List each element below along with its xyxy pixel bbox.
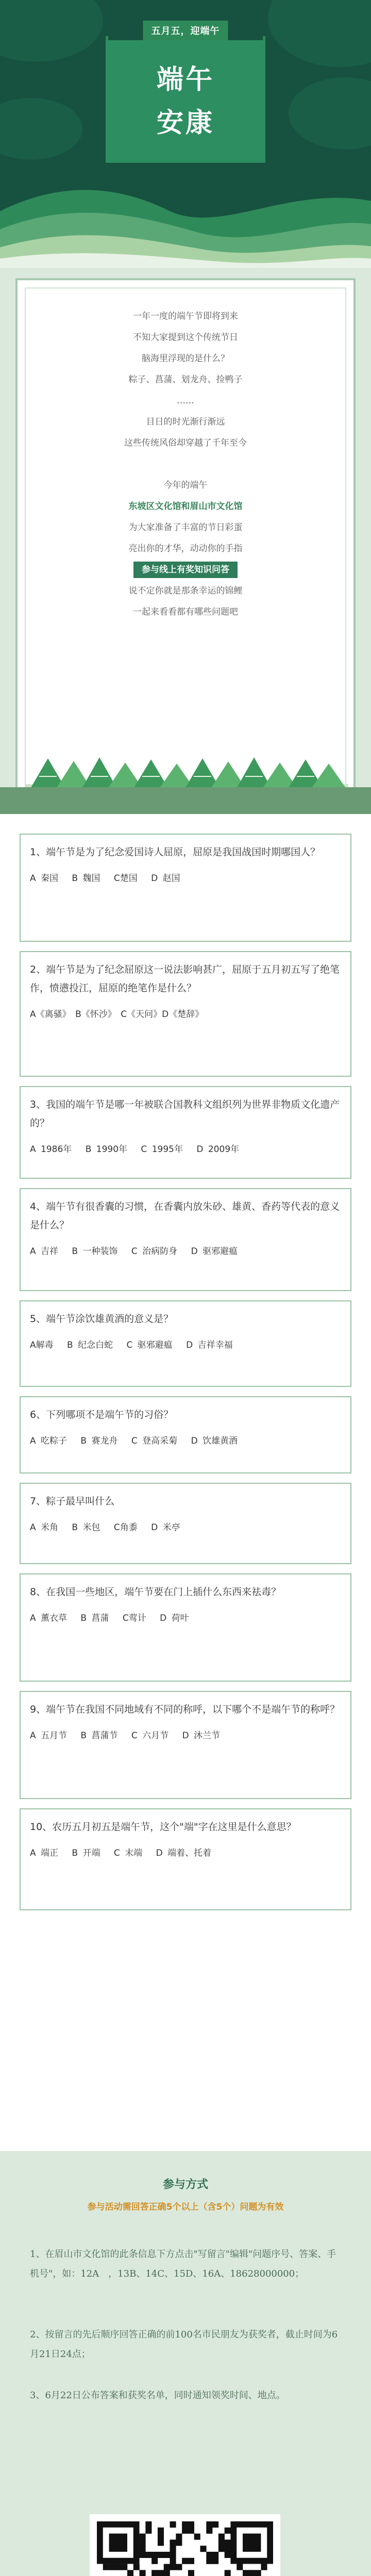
question-card <box>20 1086 351 1179</box>
intro-line: 目日的时光渐行渐远 <box>146 417 225 427</box>
question-title: 1、端午节是为了纪念爱国诗人屈原，屈原是我国战国时期哪国人？ <box>30 846 321 858</box>
question-title: 3、我国的端午节是哪一年被联合国教科文组织列为世界非物质文化遗产的？ <box>30 1099 340 1129</box>
hills-illustration <box>0 124 371 278</box>
qr-code-image <box>90 2514 280 2576</box>
step-2: 2、按留言的先后顺序回答正确的前100名市民朋友为获奖者，截止时间为6月21日24点； <box>30 2329 338 2360</box>
divider-strip <box>0 787 371 814</box>
question-options: A 吃粽子 B 赛龙舟 C 登高采菊 D 饮雄黄酒 <box>30 1436 238 1446</box>
question-title: 5、端午节涂饮雄黄酒的意义是？ <box>30 1313 174 1325</box>
question-card <box>20 834 351 942</box>
participation-heading: 参与方式 <box>162 2178 208 2191</box>
qr-code[interactable] <box>90 2514 280 2576</box>
title-line2: 安康 <box>156 107 214 139</box>
quiz-section <box>0 814 371 1910</box>
question-title: 6、下列哪项不是端午节的习俗？ <box>30 1409 174 1420</box>
question-options: A 端正 B 开端 C 末端 D 端着、托着 <box>30 1848 212 1858</box>
intro-section <box>0 278 371 814</box>
question-card <box>20 1483 351 1564</box>
intro-line: 脑海里浮现的是什么？ <box>142 353 229 364</box>
intro-line: 一年一度的端午节即将到来 <box>133 311 238 321</box>
step-1: 1、在眉山市文化馆的此条信息下方点击"写留言"编辑"问题序号、答案、手机号"，如：12A ，13B、14C、15D、16A、18628000000； <box>30 2249 336 2279</box>
question-card <box>20 1396 351 1473</box>
question-card <box>20 1573 351 1682</box>
intro-line: 今年的端午 <box>163 480 208 490</box>
question-card <box>20 1808 351 1910</box>
question-title: 9、端午节在我国不同地域有不同的称呼，以下哪个不是端午节的称呼？ <box>30 1704 340 1715</box>
title-line1: 端午 <box>156 64 214 95</box>
festival-tag: 五月五，迎端午 <box>143 21 228 40</box>
question-options: A《离骚》 B《怀沙》 C《天问》D《楚辞》 <box>30 1009 204 1020</box>
question-title: 8、在我国一些地区，端午节要在门上插什么东西来祛毒？ <box>30 1586 281 1598</box>
intro-line: 这些传统风俗却穿越了千年至今 <box>124 438 247 448</box>
intro-line: 说不定你就是那条幸运的锦鲤 <box>128 586 243 596</box>
intro-line: 一起来看看都有哪些问题吧 <box>133 607 238 617</box>
question-options: A 薰衣草 B 菖蒲 C莺计 D 荷叶 <box>30 1613 189 1623</box>
question-card <box>20 1188 351 1291</box>
question-card <box>20 1691 351 1799</box>
intro-line: 为大家准备了丰富的节日彩蛋 <box>128 522 243 533</box>
participation-rule: 参与活动需回答正确5个以上（含5个）问题为有效 <box>87 2202 284 2212</box>
intro-line: …… <box>177 396 194 406</box>
question-title: 2、端午节是为了纪念屈原这一说法影响甚广，屈原于五月初五写了绝笔作，愤懑投江，屈原的绝笔作是什么？ <box>30 964 340 994</box>
question-options: A解毒 B 纪念白蛇 C 驱邪避瘟 D 吉祥幸福 <box>30 1340 233 1350</box>
organizer-line: 东坡区文化馆和眉山市文化馆 <box>128 501 243 512</box>
question-options: A 五月节 B 菖蒲节 C 六月节 D 沐兰节 <box>30 1731 221 1741</box>
question-title: 4、端午节有很香囊的习惯，在香囊内放朱砂、雄黄、香药等代表的意义是什么？ <box>30 1201 340 1231</box>
question-title: 7、粽子最早叫什么 <box>30 1496 115 1507</box>
question-options: A 1986年 B 1990年 C 1995年 D 2009年 <box>30 1144 240 1155</box>
intro-line: 亮出你的才华，动动你的手指 <box>128 544 243 554</box>
question-options: A 秦国 B 魏国 C楚国 D 赵国 <box>30 873 180 884</box>
question-options: A 吉祥 B 一种装饰 C 治病防身 D 驱邪避瘟 <box>30 1246 238 1257</box>
question-options: A 米角 B 米包 C角黍 D 米亭 <box>30 1522 180 1533</box>
intro-line: 粽子、菖蒲、划龙舟、捡鸭子 <box>128 375 243 385</box>
question-card <box>20 1300 351 1387</box>
question-title: 10、农历五月初五是端午节，这个"端"字在这里是什么意思？ <box>30 1821 296 1833</box>
header-banner <box>0 0 371 278</box>
step-3: 3、6月22日公布答案和获奖名单，同时通知领奖时间、地点。 <box>30 2390 285 2401</box>
quiz-highlight-badge: 参与线上有奖知识问答 <box>133 562 238 578</box>
intro-text <box>18 306 353 623</box>
participation-section <box>0 2151 371 2576</box>
intro-line: 不知大家提到这个传统节日 <box>133 332 238 343</box>
question-card <box>20 951 351 1077</box>
intro-card <box>15 278 356 804</box>
